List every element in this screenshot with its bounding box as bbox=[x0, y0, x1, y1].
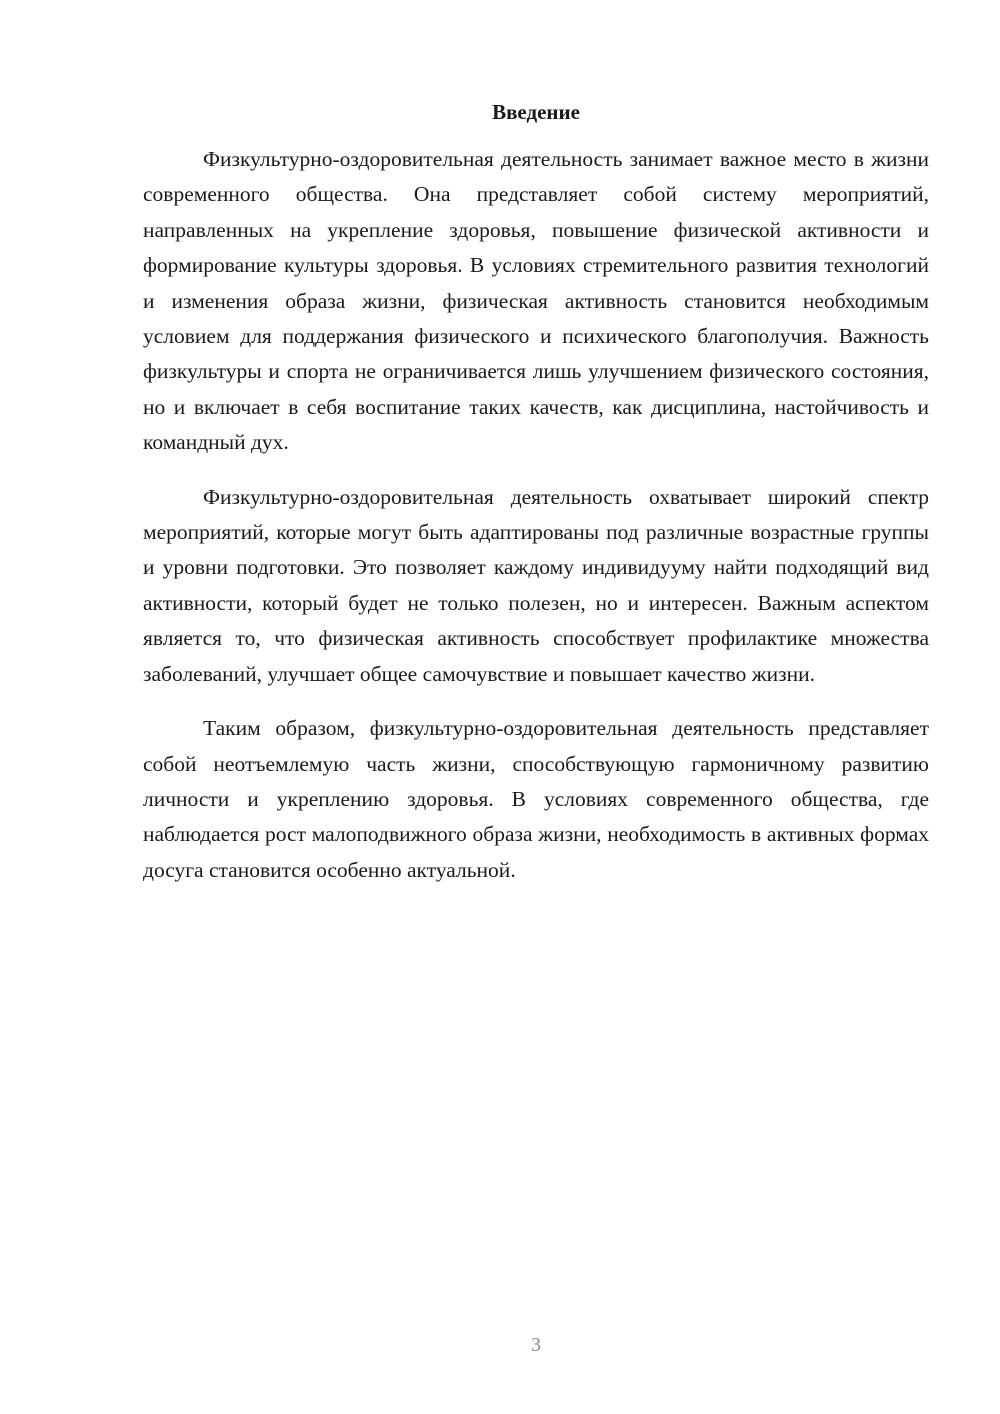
paragraph-2: Физкультурно-оздоровительная деятельность охватывает широкий спектр мероприятий, которые могут быть адаптированы под различные возрастные группы и уровни подготовки. Это позволяет каждому индивидууму найти подходящий вид активности, который будет не только полезен, но и интересен. Важным аспектом является то, что физическая активность способствует профилактике множества заболеваний, улучшает общее самочувствие и повышает качество жизни. bbox=[143, 484, 929, 686]
page-number: 3 bbox=[531, 1334, 541, 1356]
paragraph-1: Физкультурно-оздоровительная деятельность занимает важное место в жизни современного общества. Она представляет собой систему мероприятий, направленных на укрепление здоровья, повышение физической активности и формирование культуры здоровья. В условиях стремительного развития технологий и изменения образа жизни, физическая активность становится необходимым условием для поддержания физического и психического благополучия. Важность физкультуры и спорта не ограничивается лишь улучшением физического состояния, но и включает в себя воспитание таких качеств, как дисциплина, настойчивость и командный дух. bbox=[143, 147, 929, 455]
section-title: Введение bbox=[492, 100, 580, 124]
paragraph-3: Таким образом, физкультурно-оздоровительная деятельность представляет собой неотъемлемую часть жизни, способствующую гармоничному развитию личности и укреплению здоровья. В условиях современного общества, где наблюдается рост малоподвижного образа жизни, необходимость в активных формах досуга становится особенно актуальной. bbox=[143, 716, 929, 882]
body-text bbox=[143, 142, 929, 888]
